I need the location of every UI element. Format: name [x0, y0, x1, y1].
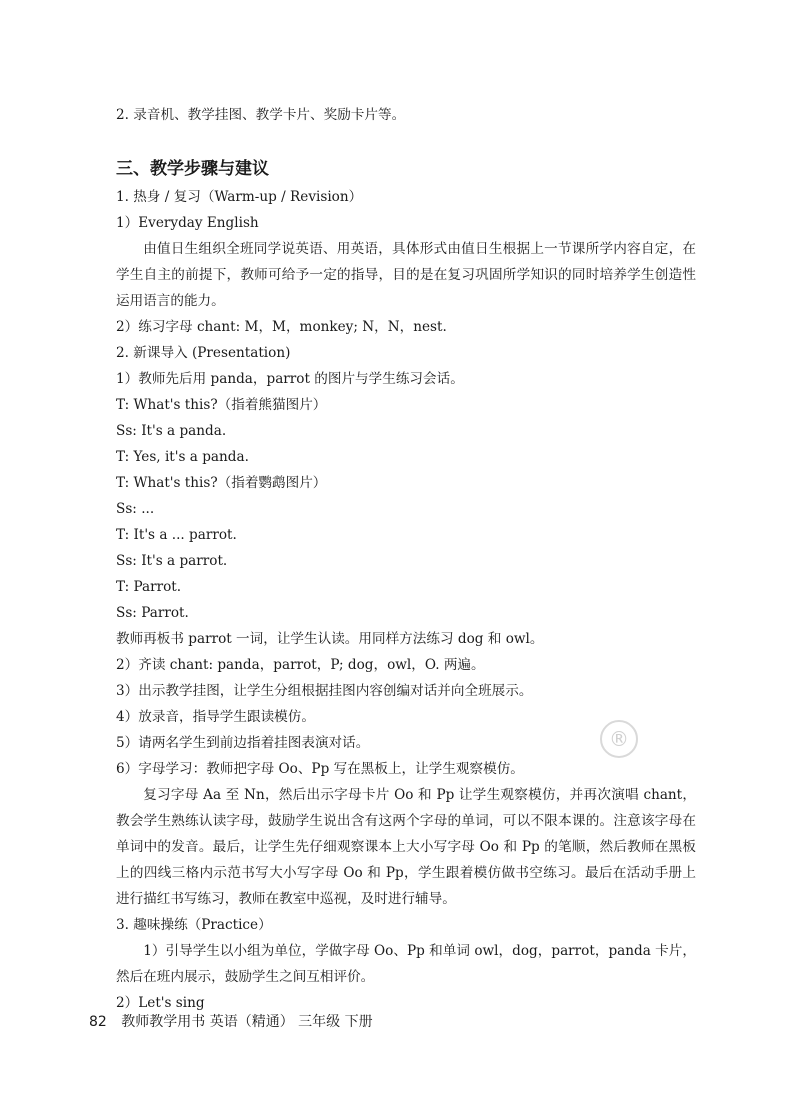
page-footer — [89, 1011, 373, 1031]
materials-item: 2. 录音机、教学挂图、教学卡片、奖励卡片等。 — [116, 107, 406, 123]
step-lets-sing: 2）Let's sing — [116, 995, 205, 1011]
dialogue-line: T: What's this?（指着鹦鹉图片） — [116, 475, 327, 491]
page-number: 82 — [89, 1014, 107, 1030]
dialogue-line: Ss: ... — [116, 501, 155, 517]
paragraph-duty-student: 由值日生组织全班同学说英语、用英语，具体形式由值日生根据上一节课所学内容自定，在学生自主的前提下，教师可给予一定的指导，目的是在复习巩固所学知识的同时培养学生创造性运用语言的能力。 — [116, 241, 696, 309]
dialogue-line: T: Yes, it's a panda. — [116, 449, 249, 465]
step-letter-learning: 6）字母学习：教师把字母 Oo、Pp 写在黑板上，让学生观察模仿。 — [116, 761, 524, 777]
step-chant-mn: 2）练习字母 chant: M，M，monkey; N，N，nest. — [116, 319, 447, 335]
page-content — [116, 102, 696, 1016]
registered-watermark: ® — [600, 720, 638, 758]
section-title: 三、教学步骤与建议 — [116, 159, 269, 179]
step-wall-chart: 3）出示教学挂图，让学生分组根据挂图内容创编对话并向全班展示。 — [116, 683, 533, 699]
dialogue-line: T: What's this?（指着熊猫图片） — [116, 397, 327, 413]
paragraph-letter-review: 复习字母 Aa 至 Nn，然后出示字母卡片 Oo 和 Pp 让学生观察模仿，并再次演唱 chant，教会学生熟练认读字母，鼓励学生说出含有这两个字母的单词，可以不限本课的。注意该字母在单词中的发音。最后，让学生先仔细观察课本上大小写字母 Oo 和 Pp 的笔顺，然后教师在黑板上的四线三格内示范书写大小写字母 Oo 和 Pp，学生跟着模仿做书空练习。最后在活动手册上进行描红书写练习，教师在教室中巡视，及时进行辅导。 — [116, 787, 696, 907]
step-warmup-title: 1. 热身 / 复习（Warm-up / Revision） — [116, 189, 363, 205]
dialogue-line: T: It's a ... parrot. — [116, 527, 237, 543]
step-presentation-title: 2. 新课导入 (Presentation) — [116, 345, 291, 361]
step-everyday-english: 1）Everyday English — [116, 215, 259, 231]
step-recording: 4）放录音，指导学生跟读模仿。 — [116, 709, 315, 725]
step-chant-po: 2）齐读 chant: panda，parrot，P; dog，owl，O. 两遍。 — [116, 657, 485, 673]
dialogue-line: Ss: It's a parrot. — [116, 553, 228, 569]
dialogue-line: Ss: Parrot. — [116, 605, 189, 621]
step-act-dialogue: 5）请两名学生到前边指着挂图表演对话。 — [116, 735, 370, 751]
dialogue-line: T: Parrot. — [116, 579, 182, 595]
paragraph-group-cards: 1）引导学生以小组为单位，学做字母 Oo、Pp 和单词 owl，dog，parrot，panda 卡片，然后在班内展示，鼓励学生之间互相评价。 — [116, 943, 696, 985]
step-board-writing: 教师再板书 parrot 一词，让学生认读。用同样方法练习 dog 和 owl。 — [116, 631, 544, 647]
dialogue-line: Ss: It's a panda. — [116, 423, 227, 439]
book-title: 教师教学用书 英语（精通） 三年级 下册 — [121, 1014, 373, 1030]
step-practice-title: 3. 趣味操练（Practice） — [116, 917, 272, 933]
step-picture-dialogue: 1）教师先后用 panda，parrot 的图片与学生练习会话。 — [116, 371, 464, 387]
